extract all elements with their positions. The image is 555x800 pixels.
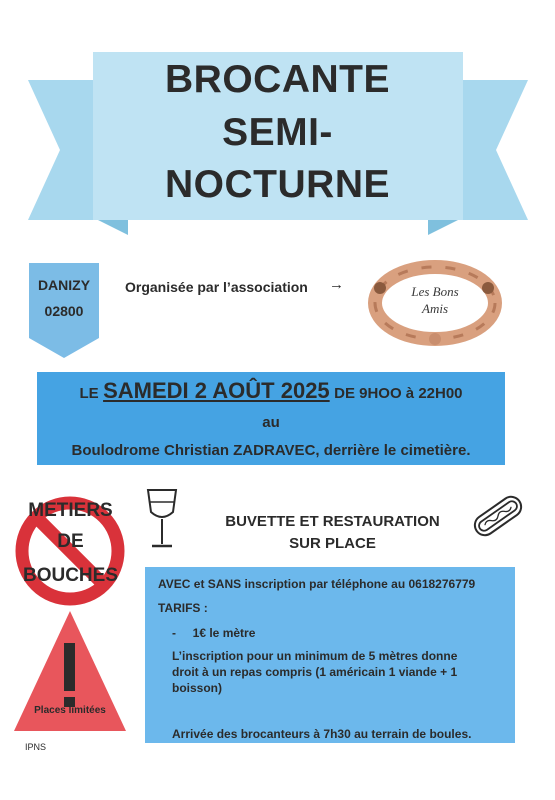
event-hours: DE 9HOO à 22H00 xyxy=(334,385,463,402)
event-date: SAMEDI 2 AOÛT 2025 xyxy=(103,378,330,403)
location-town: DANIZY xyxy=(37,277,91,293)
repas-line-1: L’inscription pour un minimum de 5 mètres donne xyxy=(172,649,458,663)
price-text: - 1€ le mètre xyxy=(172,626,256,640)
wine-glass-icon xyxy=(145,488,179,550)
organizer-text: Organisée par l’association xyxy=(125,279,308,295)
logo-line-2: Amis xyxy=(422,301,448,316)
event-date-line xyxy=(37,378,505,404)
inscription-text: AVEC et SANS inscription par téléphone au 0618276779 xyxy=(158,577,476,591)
arrow-right-icon: → xyxy=(329,276,344,293)
arrivee-text: Arrivée des brocanteurs à 7h30 au terrain de boules. xyxy=(172,727,472,741)
metiers-line-2: DE xyxy=(57,531,84,552)
metiers-line-3: BOUCHES xyxy=(22,565,118,586)
metiers-line-1: METIERS xyxy=(28,500,113,521)
association-logo xyxy=(360,258,510,350)
title-line-3: NOCTURNE xyxy=(165,163,390,206)
title-line-1: BROCANTE xyxy=(165,58,390,101)
places-limitees: Places limitées xyxy=(34,705,106,716)
repas-line-2: droit à un repas compris (1 américain 1 viande + 1 xyxy=(172,665,458,679)
event-prefix: LE xyxy=(79,385,99,402)
location-postcode: 02800 xyxy=(44,303,84,319)
tarifs-label: TARIFS : xyxy=(158,601,208,615)
repas-line-3: boisson) xyxy=(172,681,222,695)
buvette-line-2: SUR PLACE xyxy=(289,535,376,552)
event-at: au xyxy=(262,414,280,431)
hot-dog-icon xyxy=(470,492,526,540)
logo-line-1: Les Bons xyxy=(411,284,459,299)
title-line-2: SEMI- xyxy=(222,111,333,154)
event-venue: Boulodrome Christian ZADRAVEC, derrière le cimetière. xyxy=(71,442,471,459)
ipns-label: IPNS xyxy=(25,742,47,752)
buvette-line-1: BUVETTE ET RESTAURATION xyxy=(225,513,440,530)
